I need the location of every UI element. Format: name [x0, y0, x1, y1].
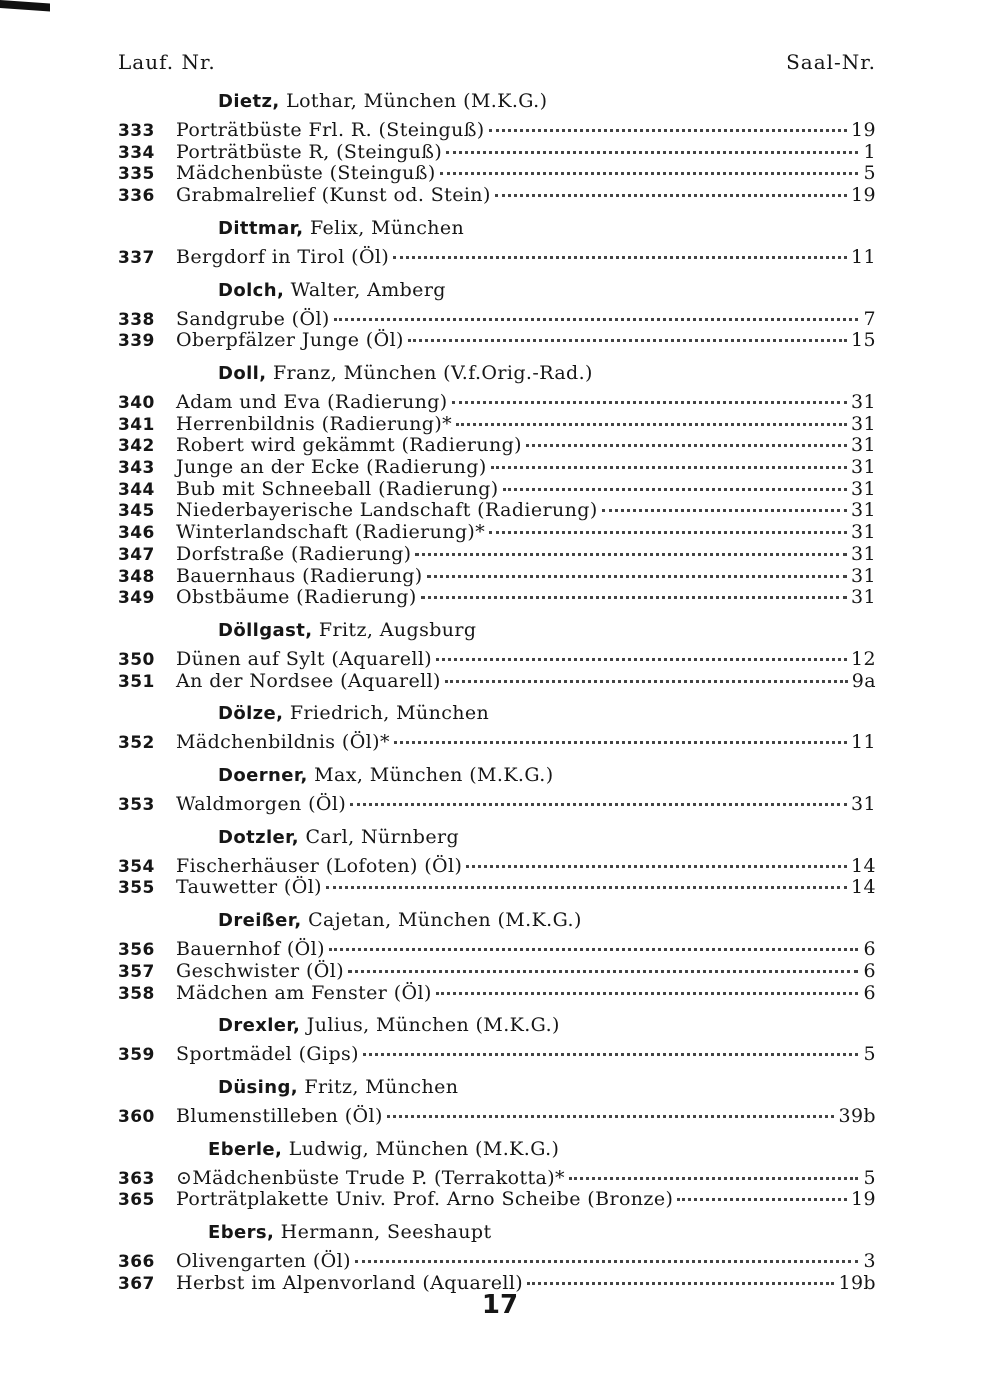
- entry-number: 365: [118, 1190, 155, 1211]
- dot-leader: [456, 423, 847, 426]
- catalog-entry: [118, 435, 876, 457]
- scan-corner-mark: [0, 0, 50, 11]
- entry-number: 352: [118, 733, 155, 754]
- artist-name: Drexler,: [218, 1015, 301, 1037]
- artist-details: Fritz, Augsburg: [312, 618, 477, 641]
- artist-heading: [118, 1138, 876, 1161]
- entry-number: 346: [118, 523, 155, 544]
- entry-number: 343: [118, 458, 155, 479]
- catalog-entry: [118, 1168, 876, 1190]
- artist-group: [118, 826, 876, 899]
- entry-number: 357: [118, 961, 155, 982]
- entry-number: 367: [118, 1273, 155, 1294]
- artist-heading: [118, 1221, 876, 1244]
- artist-group: [118, 619, 876, 692]
- dot-leader: [427, 575, 847, 578]
- catalog-entry: [118, 587, 876, 609]
- entry-title: Mädchen am Fenster (Öl): [176, 981, 432, 1004]
- entry-title: Niederbayerische Landschaft (Radierung): [176, 499, 598, 522]
- entry-title: Blumenstilleben (Öl): [176, 1104, 383, 1127]
- room-number: 19: [851, 119, 876, 141]
- entry-title: Bergdorf in Tirol (Öl): [176, 245, 390, 268]
- dot-leader: [440, 172, 858, 175]
- entry-number: 333: [118, 121, 155, 141]
- entry-title: Winterlandschaft (Radierung)*: [176, 521, 486, 544]
- catalog-entry: [118, 522, 876, 544]
- artist-details: Carl, Nürnberg: [299, 825, 460, 848]
- entry-title: Fischerhäuser (Lofoten) (Öl): [176, 854, 463, 877]
- entry-number: 358: [118, 983, 155, 1004]
- catalog-entry: [118, 185, 876, 207]
- catalog-entry: [118, 414, 876, 436]
- artist-details: Lothar, München (M.K.G.): [279, 90, 548, 112]
- entry-title: Dorfstraße (Radierung): [176, 542, 412, 565]
- entry-number: 345: [118, 501, 155, 522]
- entry-number: 339: [118, 331, 155, 352]
- artist-group: [118, 217, 876, 269]
- entry-number: 337: [118, 247, 155, 268]
- artist-name: Doerner,: [218, 765, 308, 787]
- entry-number: 336: [118, 186, 155, 207]
- artist-name: Dietz,: [218, 91, 280, 112]
- artist-details: Hermann, Seeshaupt: [274, 1221, 492, 1244]
- entry-title: Robert wird gekämmt (Radierung): [176, 434, 522, 457]
- catalog-entry: [118, 983, 876, 1005]
- entry-title: Herrenbildnis (Radierung)*: [176, 412, 453, 435]
- room-number: 31: [851, 542, 876, 565]
- artist-group: [118, 909, 876, 1004]
- entry-number: 335: [118, 164, 155, 185]
- catalog-entry: [118, 856, 876, 878]
- dot-leader: [495, 194, 847, 197]
- artist-name: Doll,: [218, 362, 267, 384]
- artist-heading: [118, 362, 876, 385]
- room-number: 9a: [851, 669, 876, 692]
- room-number: 31: [851, 499, 876, 522]
- catalog-entry: [118, 732, 876, 754]
- entry-title: Olivengarten (Öl): [176, 1250, 351, 1273]
- dot-leader: [526, 444, 847, 447]
- artist-heading: [118, 217, 876, 240]
- room-number: 6: [863, 938, 876, 961]
- dot-leader: [677, 1198, 847, 1201]
- entry-number: 355: [118, 878, 155, 899]
- room-number: 6: [863, 959, 876, 982]
- artist-details: Ludwig, München (M.K.G.): [282, 1137, 560, 1160]
- room-number: 11: [851, 245, 876, 268]
- artist-group: [118, 362, 876, 609]
- entry-number: 356: [118, 940, 155, 961]
- artist-details: Walter, Amberg: [284, 278, 446, 301]
- entry-title: Sandgrube (Öl): [176, 307, 330, 330]
- room-number: 19: [851, 1188, 876, 1211]
- catalog-entry: [118, 1251, 876, 1273]
- catalog-entry: [118, 961, 876, 983]
- dot-leader: [466, 865, 847, 868]
- room-number: 5: [863, 1043, 876, 1066]
- room-number: 7: [863, 307, 876, 330]
- catalog-entry: [118, 163, 876, 185]
- room-number: 31: [851, 477, 876, 500]
- dot-leader: [503, 488, 847, 491]
- page-number: 17: [481, 1290, 519, 1320]
- entry-number: 359: [118, 1045, 155, 1066]
- entry-number: 338: [118, 309, 155, 330]
- entry-number: 354: [118, 856, 155, 877]
- dot-leader: [393, 256, 847, 259]
- catalog-entry: [118, 939, 876, 961]
- dot-leader: [355, 1260, 858, 1263]
- room-number: 5: [863, 1166, 876, 1189]
- artist-details: Friedrich, München: [283, 702, 490, 725]
- catalog-entry: [118, 877, 876, 899]
- artist-heading: [118, 1014, 876, 1037]
- dot-leader: [421, 596, 847, 599]
- catalog-entry: [118, 1044, 876, 1066]
- dot-leader: [348, 970, 858, 973]
- catalog-entry: [118, 142, 876, 164]
- catalog-entry: [118, 457, 876, 479]
- artist-heading: [118, 909, 876, 932]
- entry-title: Obstbäume (Radierung): [176, 586, 417, 609]
- dot-leader: [363, 1053, 858, 1056]
- dot-leader: [527, 1282, 834, 1285]
- artist-name: Dreißer,: [218, 910, 302, 932]
- room-number: 31: [851, 390, 876, 413]
- entry-title: Oberpfälzer Junge (Öl): [176, 329, 404, 352]
- dot-leader: [394, 741, 847, 744]
- catalog-entry: [118, 120, 876, 142]
- entry-number: 348: [118, 566, 155, 587]
- artist-heading: [118, 764, 876, 787]
- entry-title: Herbst im Alpenvorland (Aquarell): [176, 1271, 524, 1294]
- entry-number: 350: [118, 649, 155, 670]
- room-number: 1: [863, 140, 876, 163]
- room-number: 3: [863, 1250, 876, 1273]
- entry-title: Geschwister (Öl): [176, 959, 345, 982]
- catalog-entry: [118, 247, 876, 269]
- artist-heading: [118, 826, 876, 849]
- entry-number: 353: [118, 795, 155, 816]
- artist-name: Eberle,: [208, 1138, 283, 1160]
- catalog-entry: [118, 479, 876, 501]
- dot-leader: [491, 466, 847, 469]
- entry-title: Sportmädel (Gips): [176, 1043, 359, 1066]
- artist-name: Dolch,: [218, 279, 285, 301]
- entry-number: 344: [118, 479, 155, 500]
- catalog-entry: [118, 392, 876, 414]
- room-number: 19: [851, 184, 876, 207]
- room-number: 19b: [838, 1271, 876, 1294]
- entry-number: 334: [118, 142, 155, 163]
- dot-leader: [329, 948, 858, 951]
- artist-details: Franz, München (V.f.Orig.-Rad.): [266, 361, 593, 384]
- artist-group: [118, 279, 876, 352]
- catalog-entry: [118, 649, 876, 671]
- artist-name: Dittmar,: [218, 217, 304, 239]
- artist-heading: [118, 1076, 876, 1099]
- catalog-entry: [118, 794, 876, 816]
- catalog-listing: [118, 90, 876, 1305]
- artist-name: Düsing,: [218, 1076, 298, 1098]
- entry-title: Adam und Eva (Radierung): [176, 390, 448, 413]
- room-number: 39b: [838, 1104, 876, 1127]
- artist-group: [118, 764, 876, 816]
- room-number: 14: [851, 854, 876, 877]
- artist-heading: [118, 702, 876, 725]
- entry-title: Dünen auf Sylt (Aquarell): [176, 647, 433, 670]
- room-number: 15: [851, 329, 876, 352]
- room-number: 12: [851, 647, 876, 670]
- dot-leader: [436, 992, 858, 995]
- dot-leader: [445, 680, 848, 683]
- dot-leader: [452, 401, 847, 404]
- room-number: 31: [851, 586, 876, 609]
- entry-title: An der Nordsee (Aquarell): [176, 669, 441, 692]
- dot-leader: [489, 129, 847, 132]
- dot-leader: [446, 151, 858, 154]
- entry-title: Bauernhof (Öl): [176, 938, 325, 961]
- artist-name: Ebers,: [208, 1222, 275, 1244]
- artist-details: Cajetan, München (M.K.G.): [301, 909, 582, 932]
- catalog-entry: [118, 544, 876, 566]
- room-number: 31: [851, 793, 876, 816]
- entry-title: Bauernhaus (Radierung): [176, 564, 423, 587]
- artist-details: Julius, München (M.K.G.): [300, 1014, 560, 1037]
- room-number: 11: [851, 731, 876, 754]
- room-number: 31: [851, 434, 876, 457]
- entry-title: ⊙Mädchenbüste Trude P. (Terrakotta)*: [176, 1166, 565, 1189]
- entry-title: Porträtbüste Frl. R. (Steinguß): [176, 119, 485, 141]
- entry-title: Waldmorgen (Öl): [176, 793, 347, 816]
- artist-group: [118, 1014, 876, 1066]
- entry-number: 366: [118, 1252, 155, 1273]
- entry-title: Mädchenbildnis (Öl)*: [176, 731, 390, 754]
- artist-name: Dölze,: [218, 703, 284, 725]
- artist-group: [118, 1221, 876, 1294]
- entry-number: 342: [118, 436, 155, 457]
- artist-details: Max, München (M.K.G.): [307, 764, 554, 787]
- entry-title: Bub mit Schneeball (Radierung): [176, 477, 499, 500]
- dot-leader: [408, 339, 847, 342]
- entry-number: 340: [118, 392, 155, 413]
- entry-title: Tauwetter (Öl): [176, 876, 322, 899]
- entry-number: 341: [118, 414, 155, 435]
- catalog-entry: [118, 330, 876, 352]
- dot-leader: [326, 886, 847, 889]
- room-number: 31: [851, 456, 876, 479]
- entry-number: 363: [118, 1168, 155, 1189]
- artist-group: [118, 1138, 876, 1211]
- entry-number: 351: [118, 671, 155, 692]
- entry-title: Grabmalrelief (Kunst od. Stein): [176, 184, 491, 207]
- dot-leader: [569, 1177, 858, 1180]
- room-number: 31: [851, 521, 876, 544]
- catalog-entry: [118, 1189, 876, 1211]
- entry-title: Junge an der Ecke (Radierung): [176, 456, 487, 479]
- artist-heading: [118, 90, 876, 113]
- catalog-entry: [118, 1106, 876, 1128]
- catalog-entry: [118, 671, 876, 693]
- entry-number: 347: [118, 544, 155, 565]
- room-number: 6: [863, 981, 876, 1004]
- catalog-entry: [118, 309, 876, 331]
- artist-details: Felix, München: [303, 216, 465, 239]
- room-number: 14: [851, 876, 876, 899]
- dot-leader: [436, 658, 847, 661]
- artist-group: [118, 702, 876, 754]
- room-number-column-label: Saal-Nr.: [786, 50, 876, 74]
- artist-group: [118, 1076, 876, 1128]
- artist-heading: [118, 279, 876, 302]
- room-number: 31: [851, 564, 876, 587]
- dot-leader: [350, 803, 847, 806]
- dot-leader: [602, 509, 847, 512]
- entry-number: 360: [118, 1106, 155, 1127]
- room-number: 5: [863, 162, 876, 185]
- entry-title: Porträtbüste R, (Steinguß): [176, 140, 443, 163]
- catalog-entry: [118, 500, 876, 522]
- entry-number: 349: [118, 588, 155, 609]
- artist-details: Fritz, München: [297, 1075, 459, 1098]
- dot-leader: [489, 531, 847, 534]
- running-number-column-label: Lauf. Nr.: [118, 50, 216, 74]
- dot-leader: [415, 553, 847, 556]
- dot-leader: [334, 318, 858, 321]
- artist-name: Dotzler,: [218, 826, 300, 848]
- entry-title: Porträtplakette Univ. Prof. Arno Scheibe (Bronze): [176, 1188, 674, 1211]
- artist-group: [118, 90, 876, 207]
- artist-name: Döllgast,: [218, 619, 313, 641]
- catalog-entry: [118, 566, 876, 588]
- dot-leader: [387, 1115, 835, 1118]
- entry-title: Mädchenbüste (Steinguß): [176, 162, 436, 185]
- page-header: [118, 50, 876, 74]
- artist-heading: [118, 619, 876, 642]
- room-number: 31: [851, 412, 876, 435]
